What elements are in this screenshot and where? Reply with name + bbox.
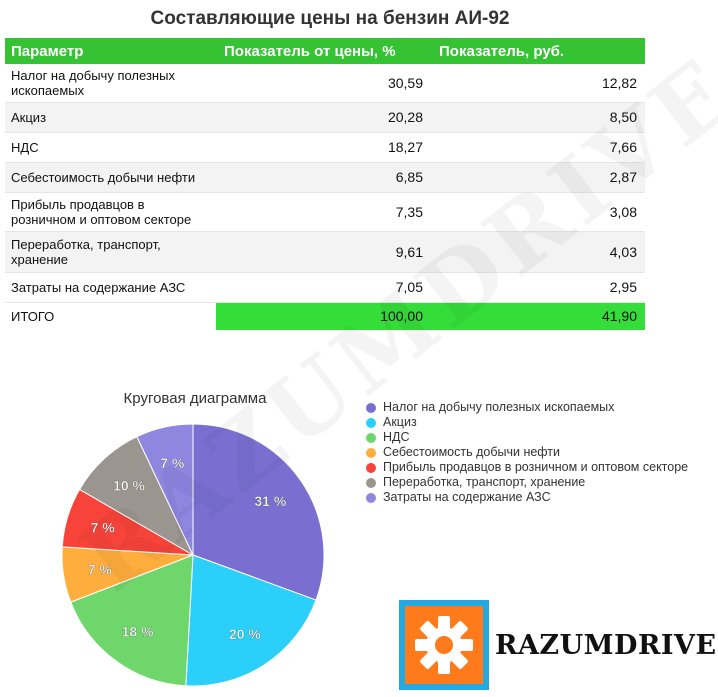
legend-item [366,400,688,415]
legend-swatch [366,403,376,413]
legend-swatch [366,463,376,473]
row-percent: 6,85 [216,162,431,192]
pie-data-label: 31 % [254,492,287,509]
row-param: Прибыль продавцов в розничном и оптовом секторе [5,192,216,231]
page-title: Составляющие цены на бензин АИ-92 [150,8,510,29]
legend-swatch [366,448,376,458]
row-rub: 3,08 [431,192,645,231]
legend-label: Прибыль продавцов в розничном и оптовом секторе [383,460,689,474]
header-percent: Показатель от цены, % [216,38,431,64]
pie-data-label: 18 % [121,623,154,640]
row-percent: 30,59 [216,64,431,102]
legend-label: Затраты на содержание АЗС [383,490,551,504]
row-param: Переработка, транспорт, хранение [5,231,216,272]
pie-data-label: 7 % [160,454,185,471]
total-percent: 100,00 [216,302,431,330]
chart-title: Круговая диаграмма [123,390,267,407]
legend-label: НДС [383,430,410,444]
gear-icon [413,614,475,676]
pie-data-label: 10 % [113,477,146,494]
row-param: Налог на добычу полезных ископаемых [5,64,216,102]
header-rub: Показатель, руб. [431,38,645,64]
chart-legend [366,400,688,505]
legend-item [366,415,688,430]
row-rub: 12,82 [431,64,645,102]
pie-data-label: 7 % [87,561,112,578]
legend-item [366,460,688,475]
legend-item [366,475,688,490]
logo-frame [399,600,489,690]
legend-item [366,490,688,505]
legend-swatch [366,433,376,443]
row-rub: 2,87 [431,162,645,192]
row-rub: 7,66 [431,132,645,162]
legend-item [366,430,688,445]
logo [399,600,717,690]
legend-label: Налог на добычу полезных ископаемых [383,400,615,414]
row-percent: 18,27 [216,132,431,162]
header-param: Параметр [5,38,216,64]
row-percent: 20,28 [216,102,431,132]
pie-data-label: 20 % [228,625,261,642]
legend-swatch [366,478,376,488]
legend-label: Себестоимость добычи нефти [383,445,561,459]
row-rub: 8,50 [431,102,645,132]
pie-data-label: 7 % [90,519,115,536]
logo-tile [405,606,483,684]
legend-label: Переработка, транспорт, хранение [383,475,586,489]
row-percent: 9,61 [216,231,431,272]
legend-swatch [366,418,376,428]
total-label: ИТОГО [11,308,55,324]
row-param: Затраты на содержание АЗС [5,272,216,302]
total-rub: 41,90 [431,302,645,330]
row-rub: 4,03 [431,231,645,272]
logo-text: RAZUMDRIVE [495,629,717,661]
legend-label: Акциз [383,415,417,429]
legend-item [366,445,688,460]
row-percent: 7,05 [216,272,431,302]
row-param: Акциз [5,102,216,132]
row-param: Себестоимость добычи нефти [5,162,216,192]
row-rub: 2,95 [431,272,645,302]
legend-swatch [366,493,376,503]
row-percent: 7,35 [216,192,431,231]
row-param: НДС [5,132,216,162]
